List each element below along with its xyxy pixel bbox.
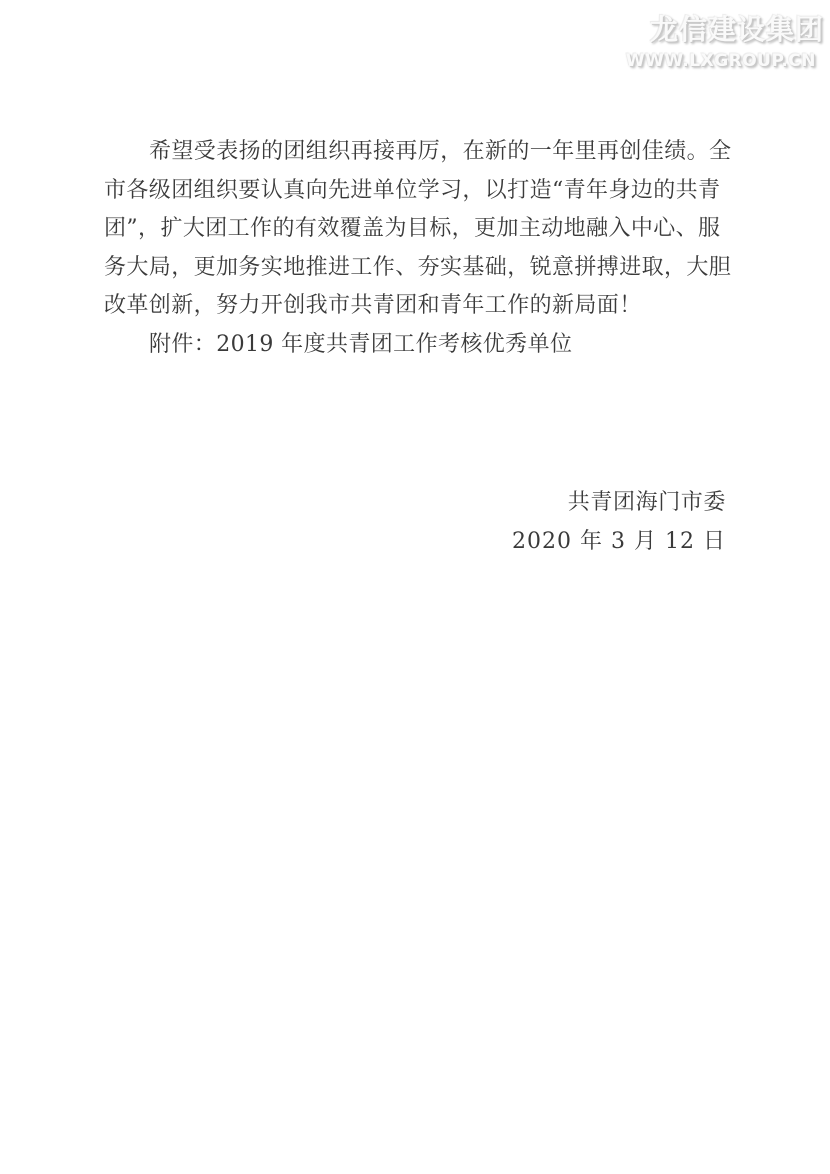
signature-date: 2020 年 3 月 12 日 <box>512 528 726 554</box>
company-website-text: WWW.LXGROUP.CN <box>625 51 816 71</box>
paragraph-line: 团”，扩大团工作的有效覆盖为目标，更加主动地融入中心、服 <box>104 216 721 241</box>
paragraph-line: 改革创新，努力开创我市共青团和青年工作的新局面！ <box>104 293 642 318</box>
paragraph-line: 市各级团组织要认真向先进单位学习，以打造“青年身边的共青 <box>104 177 721 203</box>
signature-block <box>512 484 726 561</box>
company-watermark <box>626 8 824 71</box>
signature-organization: 共青团海门市委 <box>567 490 726 515</box>
document-body <box>104 133 732 364</box>
company-logo-text: 龙信建设集团 <box>649 13 824 46</box>
paragraph-line: 希望受表扬的团组织再接再厉，在新的一年里再创佳绩。全 <box>149 139 732 164</box>
paragraph-line: 务大局，更加务实地推进工作、夯实基础，锐意拼搏进取，大胆 <box>104 254 732 280</box>
attachment-line: 附件：2019 年度共青团工作考核优秀单位 <box>149 331 573 357</box>
